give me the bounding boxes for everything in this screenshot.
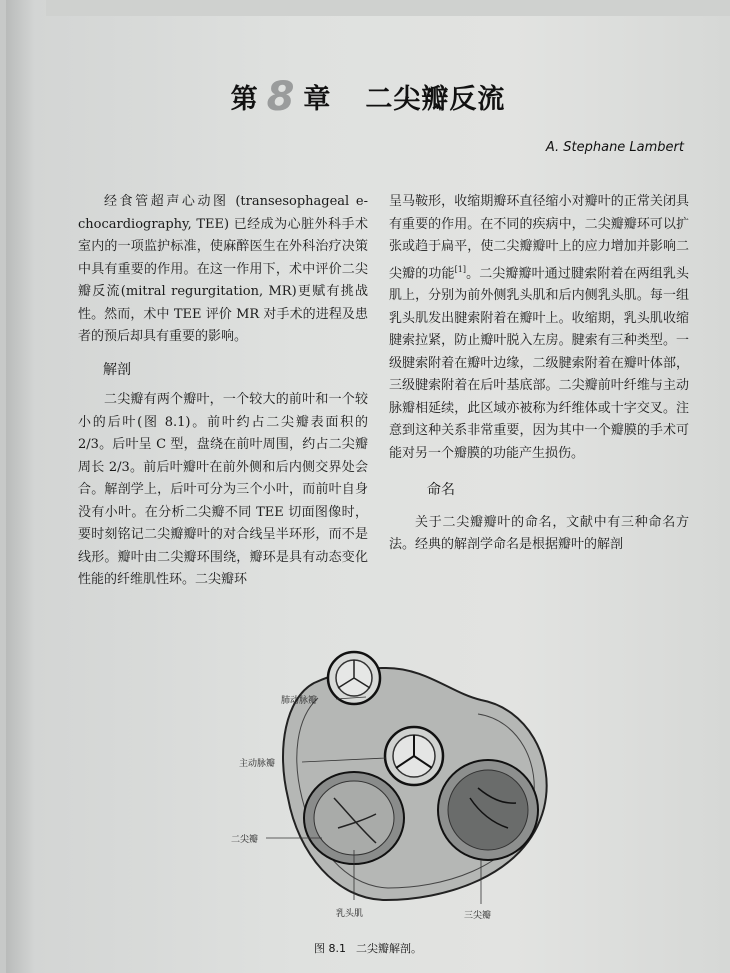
section-heading-nomenclature: 命名	[427, 482, 455, 499]
author-name: A. Stephane Lambert	[545, 140, 684, 155]
chapter-number: 8	[266, 74, 296, 120]
anatomy-paragraph: 二尖瓣有两个瓣叶，一个较大的前叶和一个较小的后叶(图 8.1)。前叶约占二尖瓣表面积的 2/3。后叶呈 C 型，盘绕在前叶周围，约占二尖瓣周长 2/3。前后叶瓣叶在前外侧和后内侧交界处会合。解剖学上，后叶可分为三个小叶，而前叶自身没有小叶。在分析二尖瓣不同 TEE 切面图像时，要时刻铭记二尖瓣瓣叶的对合线呈半环形，而不是线形。瓣叶由二尖瓣环围绕，瓣环是具有动态变化性能的纤维肌性环。二尖瓣环	[78, 392, 368, 587]
reference-mark: [1]	[454, 264, 466, 274]
chapter-suffix: 章	[303, 84, 332, 115]
anatomy-continued-paragraph: 呈马鞍形，收缩期瓣环直径缩小对瓣叶的正常关闭具有重要的作用。在不同的疾病中，二尖瓣瓣环可以扩张或趋于扁平，使二尖瓣瓣叶上的应力增加并影响二尖瓣的功能[1]。二尖瓣瓣叶通过腱索附着在两组乳头肌上，分别为前外侧乳头肌和后内侧乳头肌。每一组乳头肌发出腱索附着在瓣叶上。收缩期，乳头肌收缩腱索拉紧，防止瓣叶脱入左房。腱索有三种类型。一级腱索附着在瓣叶边缘，二级腱索附着在瓣叶体部，三级腱索附着在后叶基底部。二尖瓣前叶纤维与主动脉瓣相延续，此区域亦被称为纤维体或十字交叉。注意到这种关系非常重要，因为其中一个瓣膜的手术可能对另一个瓣膜的功能产生损伤。	[389, 194, 689, 461]
valve-drawing	[226, 638, 556, 933]
header-strip	[46, 0, 730, 16]
nomenclature-paragraph: 关于二尖瓣瓣叶的命名，文献中有三种命名方法。经典的解剖学命名是根据瓣叶的解剖	[389, 514, 689, 553]
left-column	[78, 191, 368, 592]
section-heading-anatomy: 解剖	[103, 361, 131, 378]
chapter-heading	[6, 72, 730, 118]
label-tricuspid-valve: 三尖瓣	[464, 911, 492, 921]
figure-caption-text: 二尖瓣解剖。	[356, 942, 422, 955]
heart-valve-illustration	[226, 638, 556, 933]
label-mitral-valve: 二尖瓣	[231, 835, 259, 845]
intro-paragraph: 经食管超声心动图 (transesophageal e-chocardiography, TEE) 已经成为心脏外科手术室内的一项监护标准，使麻醉医生在外科治疗决策中具有重要的作用。在这一作用下，术中评价二尖瓣反流(mitral regurgitation, MR)更赋有挑战性。然而，术中 TEE 评价 MR 对手术的进程及患者的预后却具有重要的影响。	[78, 194, 368, 344]
label-pulmonary-valve: 肺动脉瓣	[281, 696, 318, 706]
figure-caption	[6, 940, 730, 956]
chapter-title: 二尖瓣反流	[365, 84, 506, 115]
right-column	[389, 191, 689, 557]
label-aortic-valve: 主动脉瓣	[239, 759, 276, 769]
figure-number: 图 8.1	[314, 942, 346, 955]
book-page	[6, 0, 730, 973]
label-papillary-muscle: 乳头肌	[336, 909, 364, 919]
chapter-prefix: 第	[230, 84, 259, 115]
